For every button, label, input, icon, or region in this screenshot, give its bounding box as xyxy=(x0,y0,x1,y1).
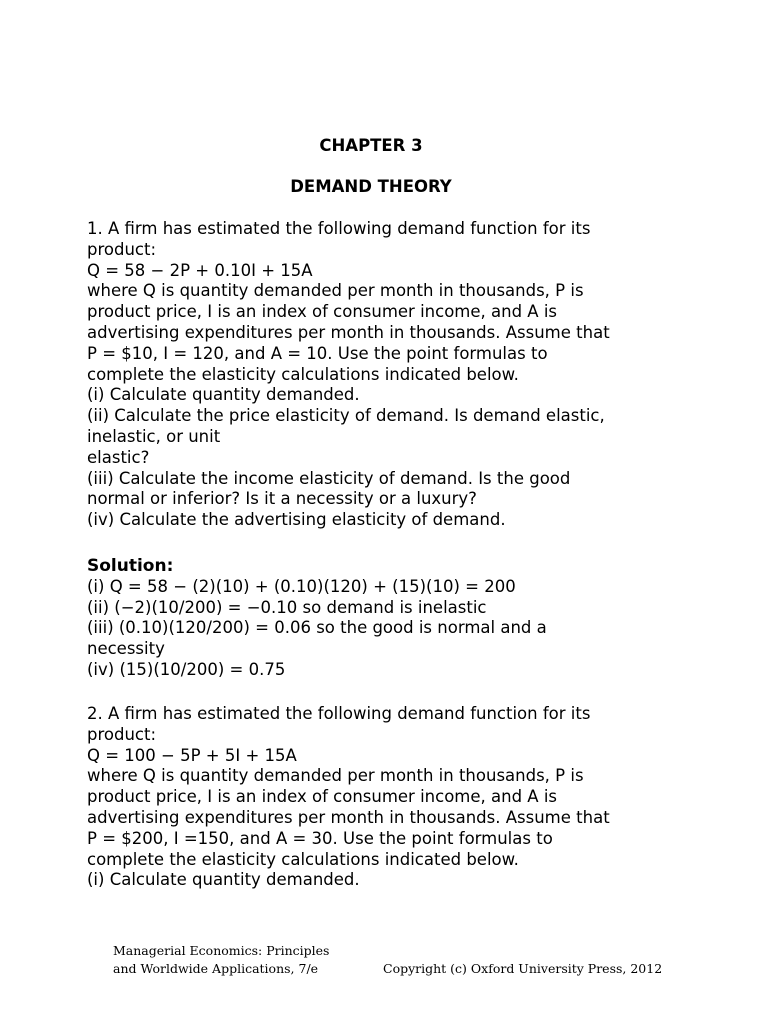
problem-2-line: complete the elasticity calculations indicated below. xyxy=(87,849,519,869)
problem-1-line: product: xyxy=(87,239,157,259)
problem-1-question-iii: (iii) Calculate the income elasticity of demand. Is the good xyxy=(87,468,571,488)
problem-2-line: advertising expenditures per month in thousands. Assume that xyxy=(87,807,610,827)
solution-heading: Solution: xyxy=(87,556,174,576)
book-title-line: Managerial Economics: Principles xyxy=(113,943,330,958)
problem-1-line: complete the elasticity calculations indicated below. xyxy=(87,364,519,384)
copyright-footer: Copyright (c) Oxford University Press, 2012 xyxy=(383,961,663,976)
solution-1-text xyxy=(87,556,687,681)
problem-1-line: where Q is quantity demanded per month in thousands, P is xyxy=(87,281,584,301)
problem-2-question-i: (i) Calculate quantity demanded. xyxy=(87,870,360,890)
problem-1-line: normal or inferior? Is it a necessity or a luxury? xyxy=(87,489,477,509)
problem-1-text xyxy=(87,219,687,531)
solution-1-line: necessity xyxy=(87,639,165,659)
book-title-footer xyxy=(113,942,329,978)
problem-2-line: 2. A firm has estimated the following demand function for its xyxy=(87,704,591,723)
solution-1-answer-ii: (ii) (−2)(10/200) = −0.10 so demand is inelastic xyxy=(87,597,487,617)
solution-1-answer-iii: (iii) (0.10)(120/200) = 0.06 so the good is normal and a xyxy=(87,618,547,638)
solution-1-answer-iv: (iv) (15)(10/200) = 0.75 xyxy=(87,659,286,679)
problem-1-line: inelastic, or unit xyxy=(87,426,221,446)
chapter-heading: CHAPTER 3 xyxy=(319,136,423,155)
problem-1-equation: Q = 58 − 2P + 0.10I + 15A xyxy=(87,260,313,280)
problem-1-line: product price, I is an index of consumer income, and A is xyxy=(87,302,558,322)
problem-1-line: 1. A firm has estimated the following demand function for its xyxy=(87,219,591,238)
problem-2-line: product: xyxy=(87,724,157,744)
book-title-line: and Worldwide Applications, 7/e xyxy=(113,961,319,976)
problem-1-line: advertising expenditures per month in thousands. Assume that xyxy=(87,322,610,342)
problem-2-line: product price, I is an index of consumer income, and A is xyxy=(87,787,558,807)
problem-1-question-ii: (ii) Calculate the price elasticity of demand. Is demand elastic, xyxy=(87,406,605,426)
problem-1-question-i: (i) Calculate quantity demanded. xyxy=(87,385,360,405)
problem-2-line: where Q is quantity demanded per month in thousands, P is xyxy=(87,766,584,786)
section-title: DEMAND THEORY xyxy=(290,177,452,196)
solution-1-answer-i: (i) Q = 58 − (2)(10) + (0.10)(120) + (15)(10) = 200 xyxy=(87,576,516,596)
problem-2-line: P = $200, I =150, and A = 30. Use the point formulas to xyxy=(87,828,553,848)
problem-1-line: P = $10, I = 120, and A = 10. Use the point formulas to xyxy=(87,343,548,363)
problem-2-text xyxy=(87,704,687,891)
problem-1-line: elastic? xyxy=(87,447,150,467)
problem-1-question-iv: (iv) Calculate the advertising elasticity of demand. xyxy=(87,510,506,530)
problem-2-equation: Q = 100 − 5P + 5I + 15A xyxy=(87,745,297,765)
